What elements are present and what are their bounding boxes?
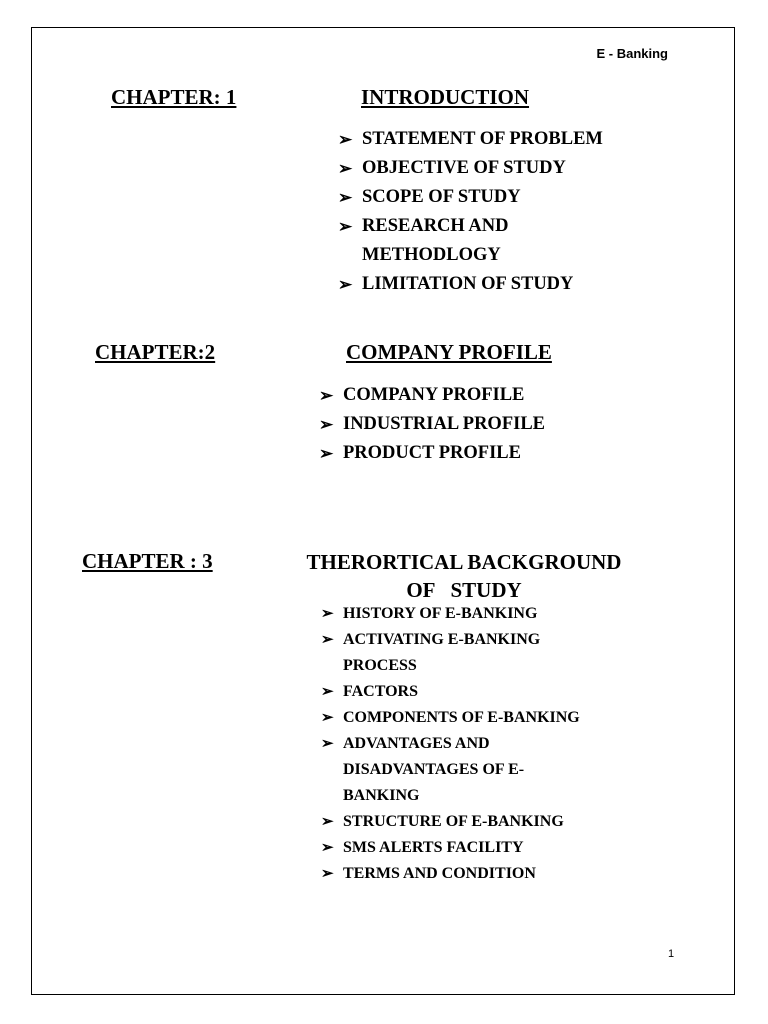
chapter-3-title xyxy=(270,548,658,604)
list-item xyxy=(338,183,603,212)
list-item xyxy=(321,679,580,705)
chapter-1-label: CHAPTER: 1 xyxy=(111,85,237,109)
arrow-bullet-icon: ➢ xyxy=(338,188,353,207)
list-item xyxy=(321,861,580,887)
list-item xyxy=(338,270,603,299)
list-item xyxy=(321,601,580,627)
list-item xyxy=(338,125,603,154)
arrow-bullet-icon: ➢ xyxy=(321,710,334,726)
arrow-bullet-icon: ➢ xyxy=(321,814,334,830)
list-item xyxy=(338,212,603,270)
chapter-1-title: INTRODUCTION xyxy=(361,85,530,109)
list-item-text: ACTIVATING E-BANKING xyxy=(343,631,541,648)
chapter-1-topic-list xyxy=(338,125,603,299)
list-item-text: FACTORS xyxy=(343,683,418,700)
list-item-text: DISADVANTAGES OF E- xyxy=(343,761,525,778)
list-item xyxy=(321,835,580,861)
list-item-text: STRUCTURE OF E-BANKING xyxy=(343,813,564,830)
arrow-bullet-icon: ➢ xyxy=(321,866,334,882)
list-item xyxy=(321,809,580,835)
running-header: E - Banking xyxy=(596,46,668,61)
arrow-bullet-icon: ➢ xyxy=(321,684,334,700)
list-item-text: HISTORY OF E-BANKING xyxy=(343,605,538,622)
list-item-text: PRODUCT PROFILE xyxy=(343,443,521,463)
list-item-text: ADVANTAGES AND xyxy=(343,735,490,752)
arrow-bullet-icon: ➢ xyxy=(321,606,334,622)
list-item-text: RESEARCH AND xyxy=(362,216,509,236)
arrow-bullet-icon: ➢ xyxy=(338,159,353,178)
arrow-bullet-icon: ➢ xyxy=(338,130,353,149)
chapter-3-label: CHAPTER : 3 xyxy=(82,549,213,573)
chapter-3-topic-list xyxy=(321,601,580,887)
list-item xyxy=(321,731,580,809)
list-item-text: INDUSTRIAL PROFILE xyxy=(343,414,546,434)
arrow-bullet-icon: ➢ xyxy=(321,632,334,648)
list-item xyxy=(338,154,603,183)
list-item-text: OBJECTIVE OF STUDY xyxy=(362,158,566,178)
list-item-text: COMPANY PROFILE xyxy=(343,385,525,405)
chapter-2-topic-list xyxy=(319,381,545,468)
list-item-text: COMPONENTS OF E-BANKING xyxy=(343,709,580,726)
list-item xyxy=(319,381,545,410)
list-item-text: SCOPE OF STUDY xyxy=(362,187,521,207)
arrow-bullet-icon: ➢ xyxy=(321,736,334,752)
list-item xyxy=(321,627,580,679)
arrow-bullet-icon: ➢ xyxy=(321,840,334,856)
list-item-text: SMS ALERTS FACILITY xyxy=(343,839,524,856)
list-item-text: METHODLOGY xyxy=(362,245,501,265)
arrow-bullet-icon: ➢ xyxy=(319,386,334,405)
page-number: 1 xyxy=(668,948,675,960)
list-item-text: BANKING xyxy=(343,787,420,804)
chapter-3-title-line-1: THERORTICAL BACKGROUND xyxy=(306,550,622,574)
arrow-bullet-icon: ➢ xyxy=(319,415,334,434)
chapter-2-label: CHAPTER:2 xyxy=(95,340,216,364)
chapter-2-title: COMPANY PROFILE xyxy=(346,340,552,364)
list-item-text: TERMS AND CONDITION xyxy=(343,865,536,882)
arrow-bullet-icon: ➢ xyxy=(319,444,334,463)
list-item xyxy=(321,705,580,731)
list-item-text: LIMITATION OF STUDY xyxy=(362,274,574,294)
arrow-bullet-icon: ➢ xyxy=(338,217,353,236)
chapter-3-title-line-2: OF STUDY xyxy=(406,578,522,602)
list-item-text: PROCESS xyxy=(343,657,417,674)
list-item-text: STATEMENT OF PROBLEM xyxy=(362,129,603,149)
list-item xyxy=(319,439,545,468)
list-item xyxy=(319,410,545,439)
arrow-bullet-icon: ➢ xyxy=(338,275,353,294)
